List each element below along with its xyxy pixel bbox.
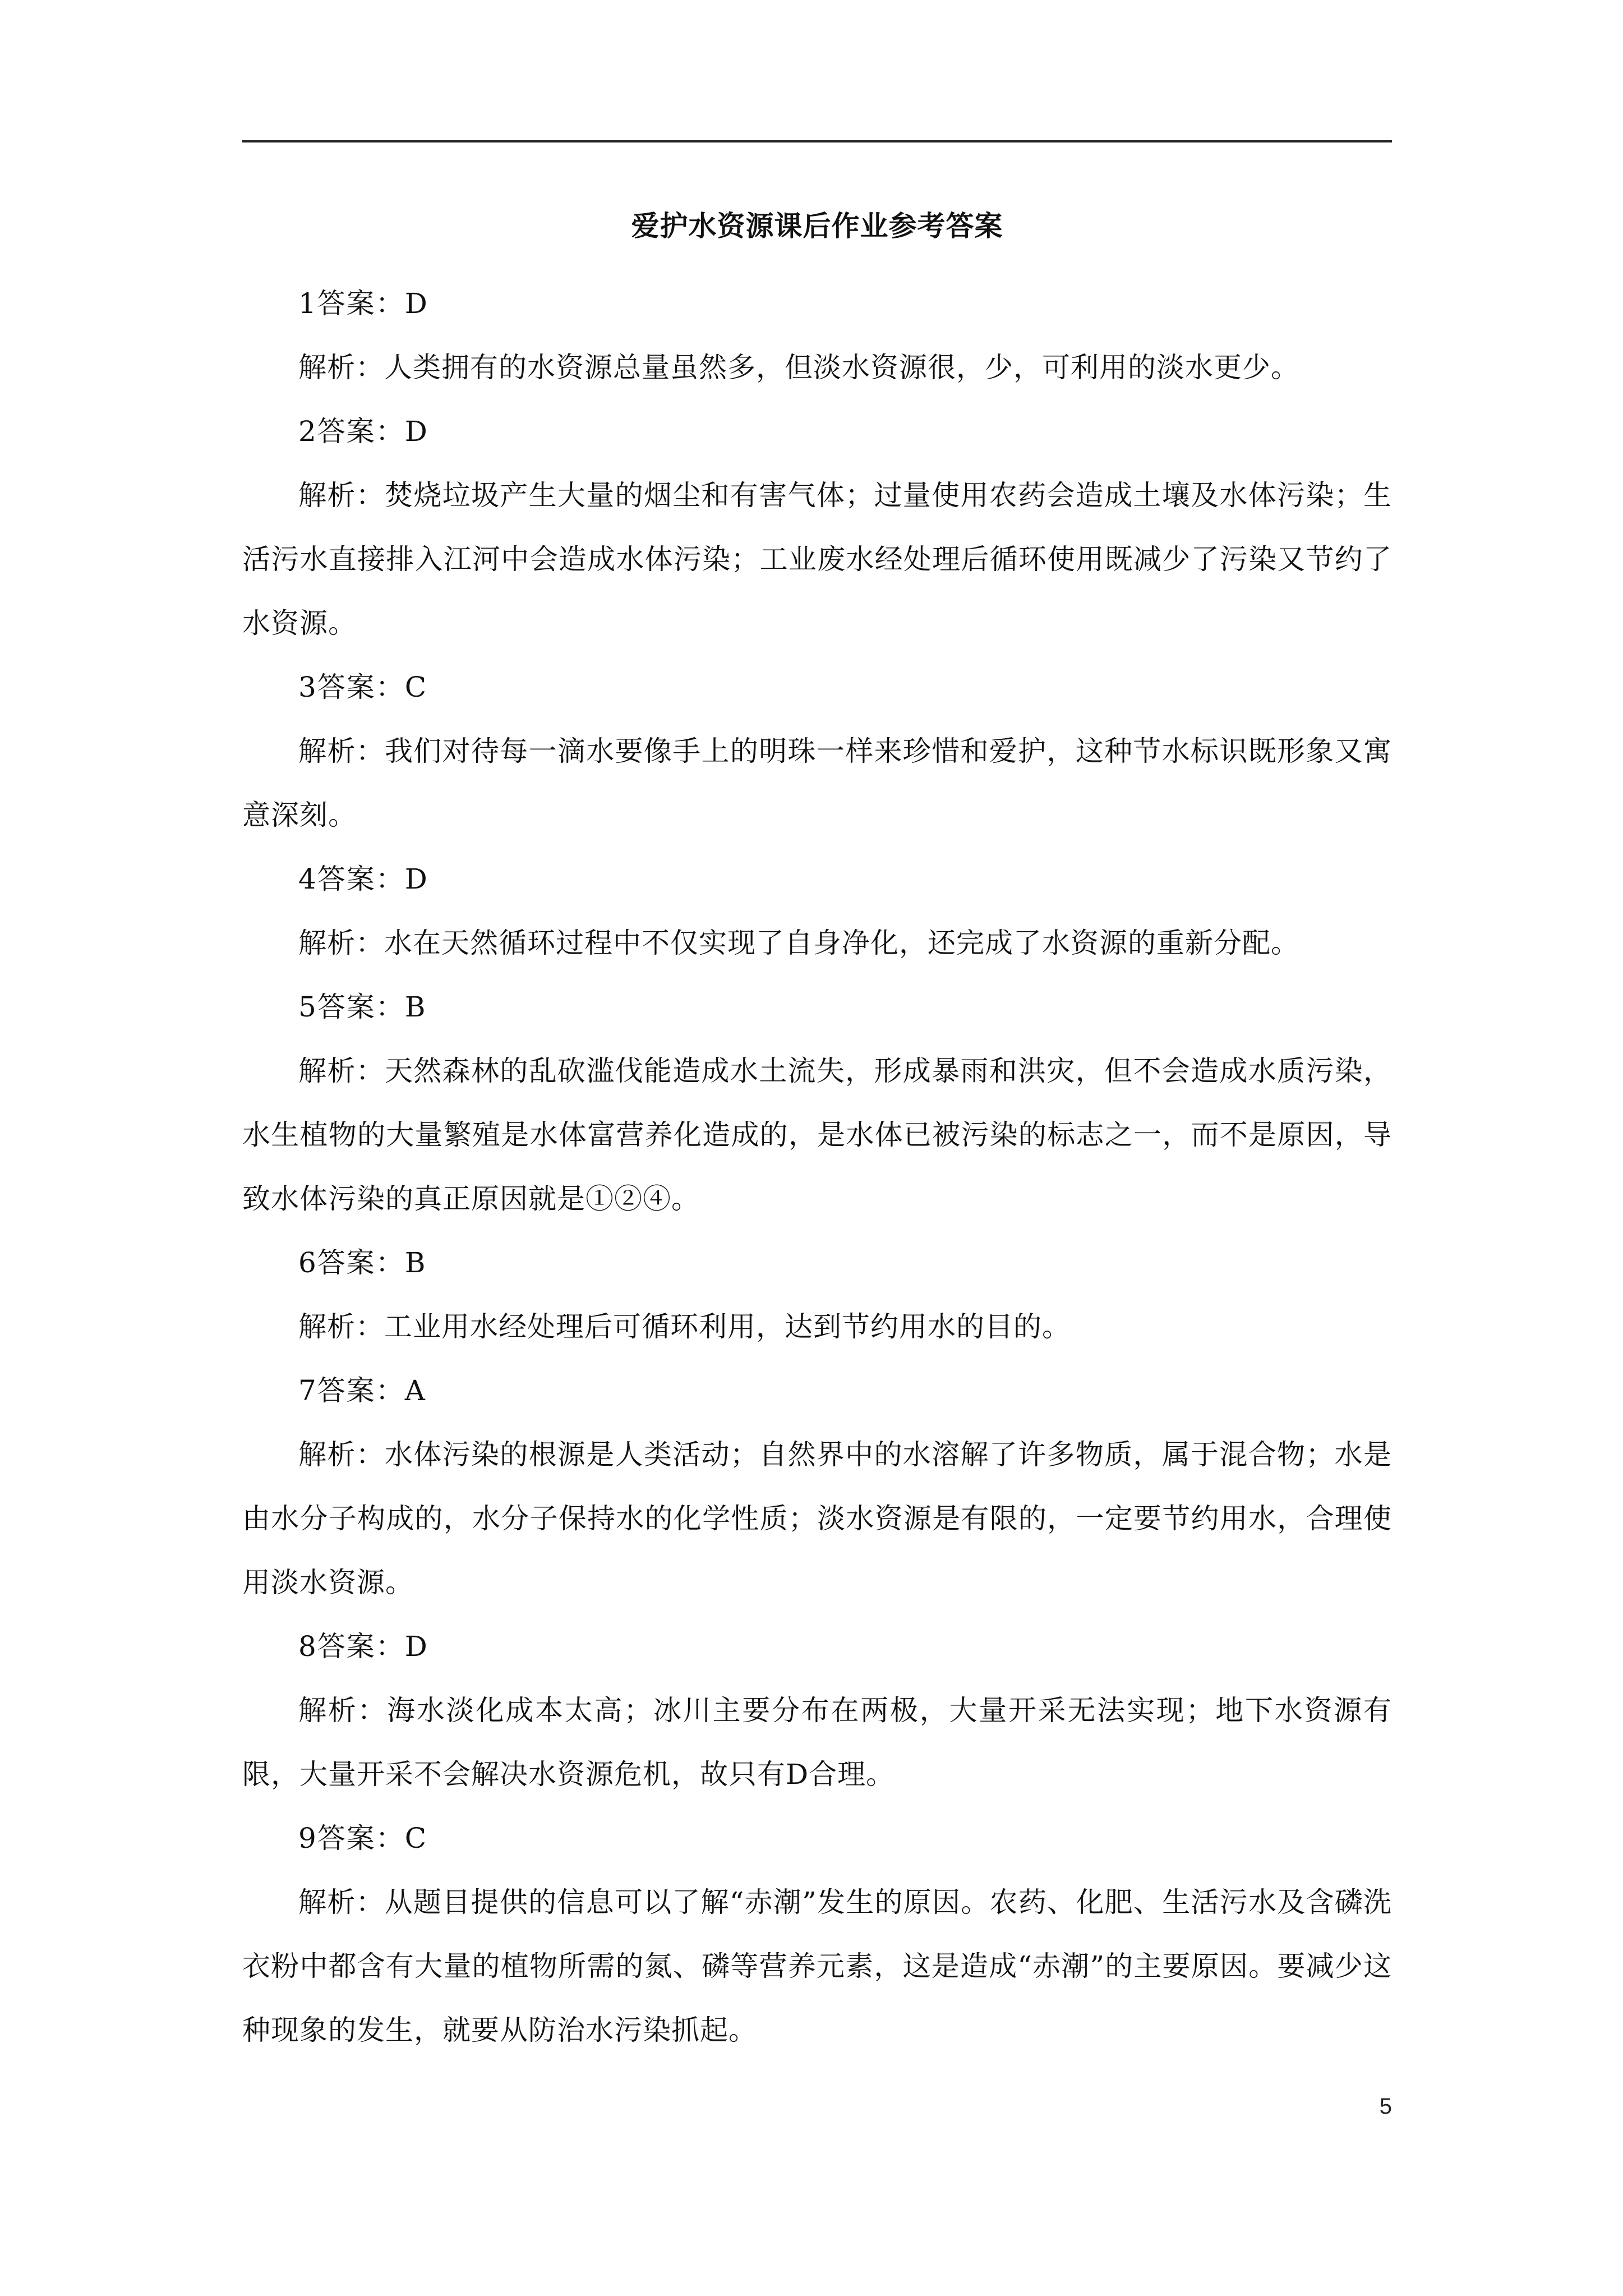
answer-2: 2答案：D [298, 415, 428, 448]
answer-7: 7答案：A [298, 1374, 426, 1407]
analysis-6: 解析：工业用水经处理后可循环利用，达到节约用水的目的。 [298, 1310, 1071, 1343]
analysis-7: 解析：水体污染的根源是人类活动；自然界中的水溶解了许多物质，属于混合物；水是由水分子构成的，水分子保持水的化学性质；淡水资源是有限的，一定要节约用水，合理使用淡水资源。 [242, 1438, 1392, 1599]
page-number: 5 [1379, 2094, 1392, 2119]
page-title: 爱护水资源课后作业参考答案 [631, 210, 1003, 242]
answer-list [242, 272, 1392, 2062]
analysis-4: 解析：水在天然循环过程中不仅实现了自身净化，还完成了水资源的重新分配。 [298, 927, 1299, 959]
analysis-1: 解析：人类拥有的水资源总量虽然多，但淡水资源很，少，可利用的淡水更少。 [298, 351, 1299, 384]
analysis-3: 解析：我们对待每一滴水要像手上的明珠一样来珍惜和爱护，这种节水标识既形象又寓意深刻。 [242, 735, 1392, 831]
analysis-2: 解析：焚烧垃圾产生大量的烟尘和有害气体；过量使用农药会造成土壤及水体污染；生活污水直接排入江河中会造成水体污染；工业废水经处理后循环使用既减少了污染又节约了水资源。 [242, 479, 1392, 639]
answer-4: 4答案：D [298, 863, 428, 895]
answer-9: 9答案：C [298, 1822, 428, 1855]
answer-3: 3答案：C [298, 671, 428, 703]
analysis-5: 解析：天然森林的乱砍滥伐能造成水土流失，形成暴雨和洪灾，但不会造成水质污染，水生植物的大量繁殖是水体富营养化造成的，是水体已被污染的标志之一，而不是原因，导致水体污染的真正原因就是①②④。 [242, 1055, 1392, 1215]
answer-5: 5答案：B [298, 991, 427, 1023]
analysis-8: 解析：海水淡化成本太高；冰川主要分布在两极，大量开采无法实现；地下水资源有限，大量开采不会解决水资源危机，故只有D合理。 [242, 1694, 1392, 1791]
answer-8: 8答案：D [298, 1630, 428, 1663]
analysis-9: 解析：从题目提供的信息可以了解“赤潮”发生的原因。农药、化肥、生活污水及含磷洗衣粉中都含有大量的植物所需的氮、磷等营养元素，这是造成“赤潮”的主要原因。要减少这种现象的发生，就要从防治水污染抓起。 [242, 1886, 1392, 2046]
answer-1: 1答案：D [298, 287, 428, 320]
header-rule [242, 140, 1392, 142]
answer-6: 6答案：B [298, 1246, 427, 1279]
